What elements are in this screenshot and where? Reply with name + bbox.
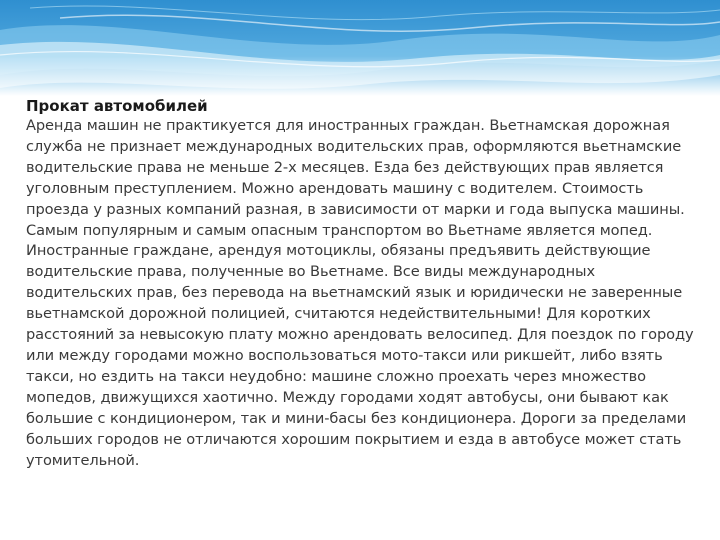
wave-decoration (0, 0, 720, 96)
slide-title: Прокат автомобилей (26, 97, 208, 115)
slide-content (26, 96, 698, 471)
header-wave-banner (0, 0, 720, 96)
slide-paragraph: Аренда машин не практикуется для иностранных граждан. Вьетнамская дорожная служба не признает международных водительских прав, оформляются вьетнамские водительские права не меньше 2-х месяцев. Езда без действующих прав является уголовным преступлением. Можно арендовать машину с водителем. Стоимость проезда у разных компаний разная, в зависимости от марки и года выпуска машины. Самым популярным и самым опасным транспортом во Вьетнаме является мопед. Иностранные граждане, арендуя мотоциклы, обязаны предъявить действующие водительские права, полученные во Вьетнаме. Все виды международных водительских прав, без перевода на вьетнамский язык и юридически не заверенные вьетнамской дорожной полицией, считаются недействительными! Для коротких расстояний за невысокую плату можно арендовать велосипед. Для поездок по городу или между городами можно воспользоваться мото-такси или рикшейт, либо взять такси, но ездить на такси неудобно: машине сложно проехать через множество мопедов, движущихся хаотично. Между городами ходят автобусы, они бывают как большие с кондиционером, так и мини-басы без кондиционера. Дороги за пределами больших городов не отличаются хорошим покрытием и езда в автобусе может стать утомительной. (26, 117, 694, 469)
